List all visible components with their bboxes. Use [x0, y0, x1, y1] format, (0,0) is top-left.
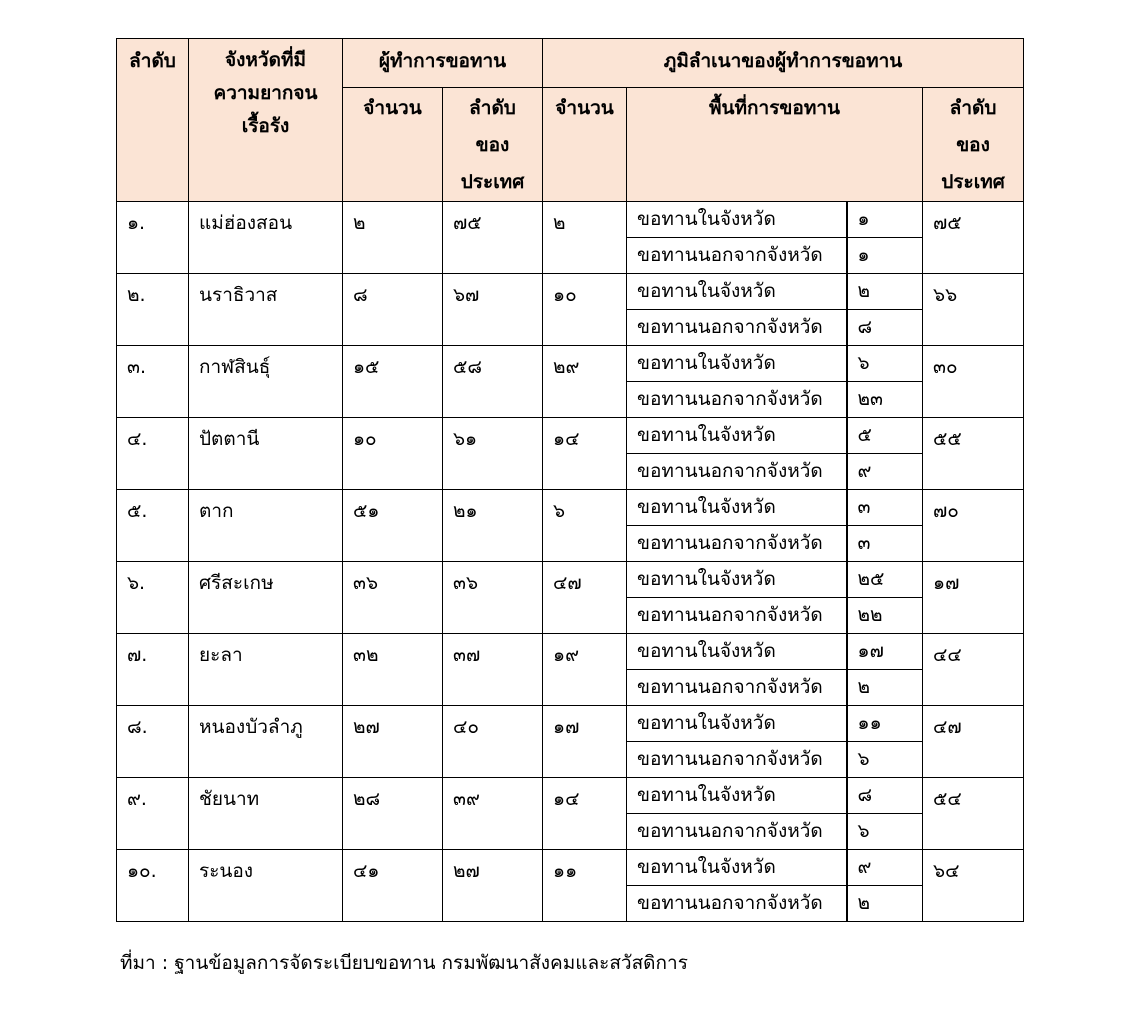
row-area-inside-label: ขอทานในจังหวัด: [627, 274, 847, 310]
header-area: พื้นที่การขอทาน: [627, 88, 923, 202]
row-hometown-rank: ๖๖: [923, 274, 1024, 346]
row-national-rank: ๓๙: [443, 778, 543, 850]
row-area-outside-value: ๘: [847, 310, 923, 346]
row-national-rank: ๗๕: [443, 202, 543, 274]
table-row: [117, 778, 1024, 814]
row-national-rank: ๖๗: [443, 274, 543, 346]
table-row: [117, 850, 1024, 886]
row-count: ๓๖: [343, 562, 443, 634]
header-national-rank-line1: ลำดับ: [469, 97, 516, 119]
row-area-outside-value: ๖: [847, 742, 923, 778]
header-hometown-count: จำนวน: [543, 88, 627, 202]
table-row: [117, 490, 1024, 526]
row-area-outside-value: ๒: [847, 670, 923, 706]
row-province: ปัตตานี: [189, 418, 343, 490]
row-hometown-rank: ๑๗: [923, 562, 1024, 634]
row-hometown-count: ๑๗: [543, 706, 627, 778]
row-area-outside-value: ๑: [847, 238, 923, 274]
row-area-outside-label: ขอทานนอกจากจังหวัด: [627, 598, 847, 634]
row-hometown-rank: ๗๐: [923, 490, 1024, 562]
row-hometown-rank: ๓๐: [923, 346, 1024, 418]
source-note: ที่มา : ฐานข้อมูลการจัดระเบียบขอทาน กรมพัฒนาสังคมและสวัสดิการ: [120, 952, 688, 974]
header-national-rank: [443, 88, 543, 202]
row-order: ๒.: [117, 274, 189, 346]
row-province: ศรีสะเกษ: [189, 562, 343, 634]
row-national-rank: ๓๖: [443, 562, 543, 634]
row-hometown-rank: ๖๔: [923, 850, 1024, 922]
row-area-outside-value: ๒: [847, 886, 923, 922]
table-row: [117, 706, 1024, 742]
row-area-inside-label: ขอทานในจังหวัด: [627, 346, 847, 382]
header-order: ลำดับ: [117, 39, 189, 202]
row-area-outside-label: ขอทานนอกจากจังหวัด: [627, 382, 847, 418]
row-area-inside-value: ๑๗: [847, 634, 923, 670]
header-province-line3: เรื้อรัง: [241, 115, 290, 137]
row-area-outside-value: ๖: [847, 814, 923, 850]
row-order: ๑๐.: [117, 850, 189, 922]
row-area-inside-value: ๑: [847, 202, 923, 238]
row-count: ๕๑: [343, 490, 443, 562]
row-order: ๘.: [117, 706, 189, 778]
table-row: [117, 562, 1024, 598]
row-hometown-rank: ๕๔: [923, 778, 1024, 850]
header-province: [189, 39, 343, 202]
row-province: หนองบัวลำภู: [189, 706, 343, 778]
header-national-rank-line2: ของ: [475, 134, 510, 156]
row-hometown-count: ๒: [543, 202, 627, 274]
row-province: ระนอง: [189, 850, 343, 922]
header-hometown-rank-line3: ประเทศ: [941, 171, 1005, 193]
row-count: ๑๕: [343, 346, 443, 418]
table-header: [117, 39, 1024, 202]
row-hometown-rank: ๗๕: [923, 202, 1024, 274]
row-area-inside-value: ๘: [847, 778, 923, 814]
beggar-statistics-table: [116, 38, 1024, 922]
header-hometown-rank: [923, 88, 1024, 202]
row-count: ๑๐: [343, 418, 443, 490]
row-hometown-count: ๑๔: [543, 778, 627, 850]
row-hometown-rank: ๔๗: [923, 706, 1024, 778]
table-row: [117, 418, 1024, 454]
row-area-outside-label: ขอทานนอกจากจังหวัด: [627, 886, 847, 922]
row-hometown-rank: ๕๕: [923, 418, 1024, 490]
table-body: [117, 202, 1024, 922]
row-hometown-count: ๑๑: [543, 850, 627, 922]
header-province-line1: จังหวัดที่มี: [225, 49, 306, 71]
row-national-rank: ๒๗: [443, 850, 543, 922]
row-order: ๑.: [117, 202, 189, 274]
header-count: จำนวน: [343, 88, 443, 202]
table-row: [117, 202, 1024, 238]
row-area-inside-label: ขอทานในจังหวัด: [627, 706, 847, 742]
row-area-outside-label: ขอทานนอกจากจังหวัด: [627, 526, 847, 562]
row-province: ยะลา: [189, 634, 343, 706]
row-hometown-rank: ๔๔: [923, 634, 1024, 706]
row-area-inside-value: ๓: [847, 490, 923, 526]
row-area-inside-label: ขอทานในจังหวัด: [627, 850, 847, 886]
row-area-outside-label: ขอทานนอกจากจังหวัด: [627, 670, 847, 706]
row-province: แม่ฮ่องสอน: [189, 202, 343, 274]
row-count: ๒: [343, 202, 443, 274]
row-national-rank: ๔๐: [443, 706, 543, 778]
row-province: กาฬสินธุ์: [189, 346, 343, 418]
row-area-outside-label: ขอทานนอกจากจังหวัด: [627, 814, 847, 850]
row-hometown-count: ๔๗: [543, 562, 627, 634]
row-area-inside-label: ขอทานในจังหวัด: [627, 634, 847, 670]
row-area-inside-value: ๙: [847, 850, 923, 886]
row-province: นราธิวาส: [189, 274, 343, 346]
header-hometown-group: ภูมิลำเนาของผู้ทำการขอทาน: [543, 39, 1024, 88]
row-order: ๙.: [117, 778, 189, 850]
row-area-inside-value: ๑๑: [847, 706, 923, 742]
row-area-outside-value: ๒๒: [847, 598, 923, 634]
table-row: [117, 274, 1024, 310]
row-hometown-count: ๖: [543, 490, 627, 562]
row-national-rank: ๓๗: [443, 634, 543, 706]
row-order: ๕.: [117, 490, 189, 562]
row-area-inside-value: ๒๕: [847, 562, 923, 598]
row-province: ชัยนาท: [189, 778, 343, 850]
row-hometown-count: ๑๔: [543, 418, 627, 490]
row-area-outside-label: ขอทานนอกจากจังหวัด: [627, 742, 847, 778]
row-area-inside-label: ขอทานในจังหวัด: [627, 418, 847, 454]
row-order: ๔.: [117, 418, 189, 490]
row-count: ๓๒: [343, 634, 443, 706]
row-count: ๒๘: [343, 778, 443, 850]
row-count: ๒๗: [343, 706, 443, 778]
row-count: ๔๑: [343, 850, 443, 922]
row-count: ๘: [343, 274, 443, 346]
table-row: [117, 346, 1024, 382]
row-area-inside-label: ขอทานในจังหวัด: [627, 562, 847, 598]
row-area-outside-value: ๓: [847, 526, 923, 562]
row-area-inside-value: ๖: [847, 346, 923, 382]
header-province-line2: ความยากจน: [213, 82, 318, 104]
row-area-inside-value: ๒: [847, 274, 923, 310]
row-area-inside-label: ขอทานในจังหวัด: [627, 490, 847, 526]
row-area-outside-value: ๙: [847, 454, 923, 490]
table-row: [117, 634, 1024, 670]
row-national-rank: ๒๑: [443, 490, 543, 562]
row-area-outside-label: ขอทานนอกจากจังหวัด: [627, 238, 847, 274]
header-beggars-group: ผู้ทำการขอทาน: [343, 39, 543, 88]
header-national-rank-line3: ประเทศ: [460, 171, 525, 193]
row-national-rank: ๖๑: [443, 418, 543, 490]
row-order: ๗.: [117, 634, 189, 706]
row-order: ๓.: [117, 346, 189, 418]
row-hometown-count: ๑๐: [543, 274, 627, 346]
row-order: ๖.: [117, 562, 189, 634]
row-hometown-count: ๑๙: [543, 634, 627, 706]
row-area-inside-label: ขอทานในจังหวัด: [627, 778, 847, 814]
row-hometown-count: ๒๙: [543, 346, 627, 418]
header-hometown-rank-line1: ลำดับ: [949, 97, 997, 119]
header-hometown-rank-line2: ของ: [956, 134, 990, 156]
row-province: ตาก: [189, 490, 343, 562]
row-area-outside-label: ขอทานนอกจากจังหวัด: [627, 310, 847, 346]
row-area-outside-label: ขอทานนอกจากจังหวัด: [627, 454, 847, 490]
row-area-outside-value: ๒๓: [847, 382, 923, 418]
row-national-rank: ๕๘: [443, 346, 543, 418]
row-area-inside-label: ขอทานในจังหวัด: [627, 202, 847, 238]
row-area-inside-value: ๕: [847, 418, 923, 454]
